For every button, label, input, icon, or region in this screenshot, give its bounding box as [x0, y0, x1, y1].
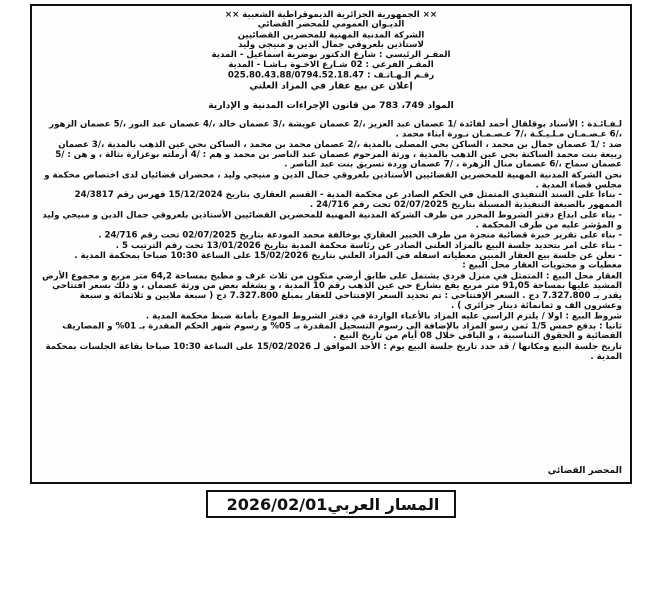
publication-box [206, 490, 456, 518]
head-office-line: المقـر الرئيسي : شارع الدكتور بوضرية اسماعيل - المدية [211, 50, 451, 61]
beneficiaries-paragraph: لـفـائـدة : الأسناد بوقلقال أحمد لفائدة /1 عصمان عبد العزيز ،/2 عصمان عويشة ،/3 عصمان خالد ،/4 عصمان عبد النور ،/5 عصمان الزهور ،/6 عـصـمـان مـلـيـكـة ،/7 عـصـمـان نـورة ابناء محمد . [49, 119, 622, 140]
defendants-paragraph: ضد : /1 عصمان جمال بن محمد ، الساكن بحي المصلى بالمدية ،/2 عصمان محمد بن محمد ، الساكن بحي عين الذهب بالمدية ،/3 عصمان ربيعة بنت محمد الساكنة بحي عين الذهب بالمدية ، ورثة المرحوم عصمان عبد الناصر بن محمد و هم : /4 أرملته بوعزارة بثالة ، و هن : /5 عصمان سماح ،/6 عصمان منال الزهرة ، /7 عصمان وردة تسريق بنت عبد الناصر . [55, 139, 622, 170]
hearing-order-paragraph: - بناء على امر بتحديد جلسة البيع بالمزاد العلني الصادر عن رئاسة محكمة المدية بتاريخ 13/01/2026 تحت رقم الترتيب 5 . [115, 240, 622, 251]
conditions-deposit-paragraph: - بناء على ايداع دفتر الشروط المحرر من طرف الشركة المدنية المهنية للمحضرين القضائيين الأستاذين بلعروقي جمال الدين و منيجي وليد و المؤشر عليه من طرف المحكمة . [42, 210, 622, 231]
phone-line: رقـم الـهـاتـف : 025.80.43.88/0794.52.18.47 [227, 70, 435, 81]
publication-date: 2026/02/01 [226, 494, 328, 514]
company-line: الشركة المدنية المهنية للمحضرين القضائيين [237, 30, 425, 40]
publication-footer [30, 484, 632, 530]
publication-name: المسار العربي [327, 494, 440, 514]
expert-report-paragraph: - بناء على تقرير خبرة قضائية منجزة من طرف الخبير العقاري بوخالفة محمد المودعة بتاريخ 02/07/2025 تحت رقم 24/716 . [98, 230, 622, 241]
republic-line: ×× الجمهورية الجزائرية الديموقراطية الشعبية ×× [224, 9, 438, 20]
sale-conditions-first: شروط البيع : اولا / يلتزم الراسي عليه المزاد بالأعباء الواردة في دفتر الشروط المودع بأمانة ضبط محكمة المدية . [145, 311, 622, 322]
sale-conditions-second: ثانيا : يدفع خمس 1/5 ثمن رسو المزاد بالإضافة الى رسوم التسجيل المقدرة بـ 05% و رسوم شهر الحكم المقدرة بـ 01% و المصاريف القضائية و الحقوق التناسبية ، و الباقي خلال 08 أيام من تاريخ البيع . [62, 321, 622, 342]
branch-office-line: المقـر الفرعي : 02 شـارع الاخـوة بـاشـا - المدية [228, 60, 434, 71]
property-heading: معطيات و محتويات العقار محل البيع : [462, 260, 622, 271]
sale-date-paragraph: تاريخ جلسة البيع ومكانها / قد حدد تاريخ جلسة البيع يوم : الأحد الموافق لـ 15/02/2026 على الساعة 10:30 صباحا بقاعة الجلسات بمحكمة المدية . [45, 341, 622, 362]
legal-notice [30, 4, 632, 484]
notice-content [32, 6, 630, 362]
property-description-paragraph: العقار محل البيع : المتمثل في منزل فردي يشتمل على طابق أرضي متكون من ثلاث غرف و مطبخ بمساحة 64,2 متر مربع و مجموع الأرض المشيد عليها بمساحة 91,05 متر مربع يقع بشارع حي عين الذهب رقم 10 المدية ، و يشغله بعض من ورثة عصمان ، و ذلك بسعر افتتاحي يقدر بـ 7.327.800 دج . السعر الإفتتاحي : تم تحديد السعر الإفتتاحي للعقار بمبلغ 7.327.800 دج ( سبعة ملايين و ثلاثمائة و سبعة وعشرون الف و ثمانمائة دينار جزائري ) . [42, 271, 622, 312]
bailiff-signature: المحضر القضائي [547, 466, 622, 476]
enforcement-title-paragraph: - بناءا على السند التنفيذي المتمثل في الحكم الصادر عن محكمة المدية - القسم العقاري بتاريخ 15/12/2024 فهرس رقم 24/3817 الممهور بالصيغة التنفيذية المسبلة بتاريخ 02/07/2025 تحت رقم 24/716 . [74, 190, 622, 211]
legal-articles: المواد 749، 783 من قانون الإجراءات المدنية و الإدارية [208, 99, 454, 111]
announcement-paragraph: - نعلن عن جلسة بيع العقار المبين معطياته اسفله في المزاد العلني بتاريخ 15/02/2026 على الساعة 10:30 صباحا بمحكمة المدية . [74, 250, 622, 261]
bailiff-statement-paragraph: نحن الشركة المدنية المهنية للمحضرين القضائيين الأستاذين بلعروقي جمال الدين و منيجي وليد ، محضران قضائيان لدى اختصاص محكمة و مجلس قضاء المدية . [44, 170, 622, 191]
bailiffs-line: لاستاذين بلعروقي جمال الدين و منيجي وليد [238, 40, 424, 50]
notice-title: إعلان عن بيع عقار في المزاد العلني [249, 80, 413, 92]
office-line: الديـوان العمومي للمحضر القضائي [257, 20, 405, 30]
